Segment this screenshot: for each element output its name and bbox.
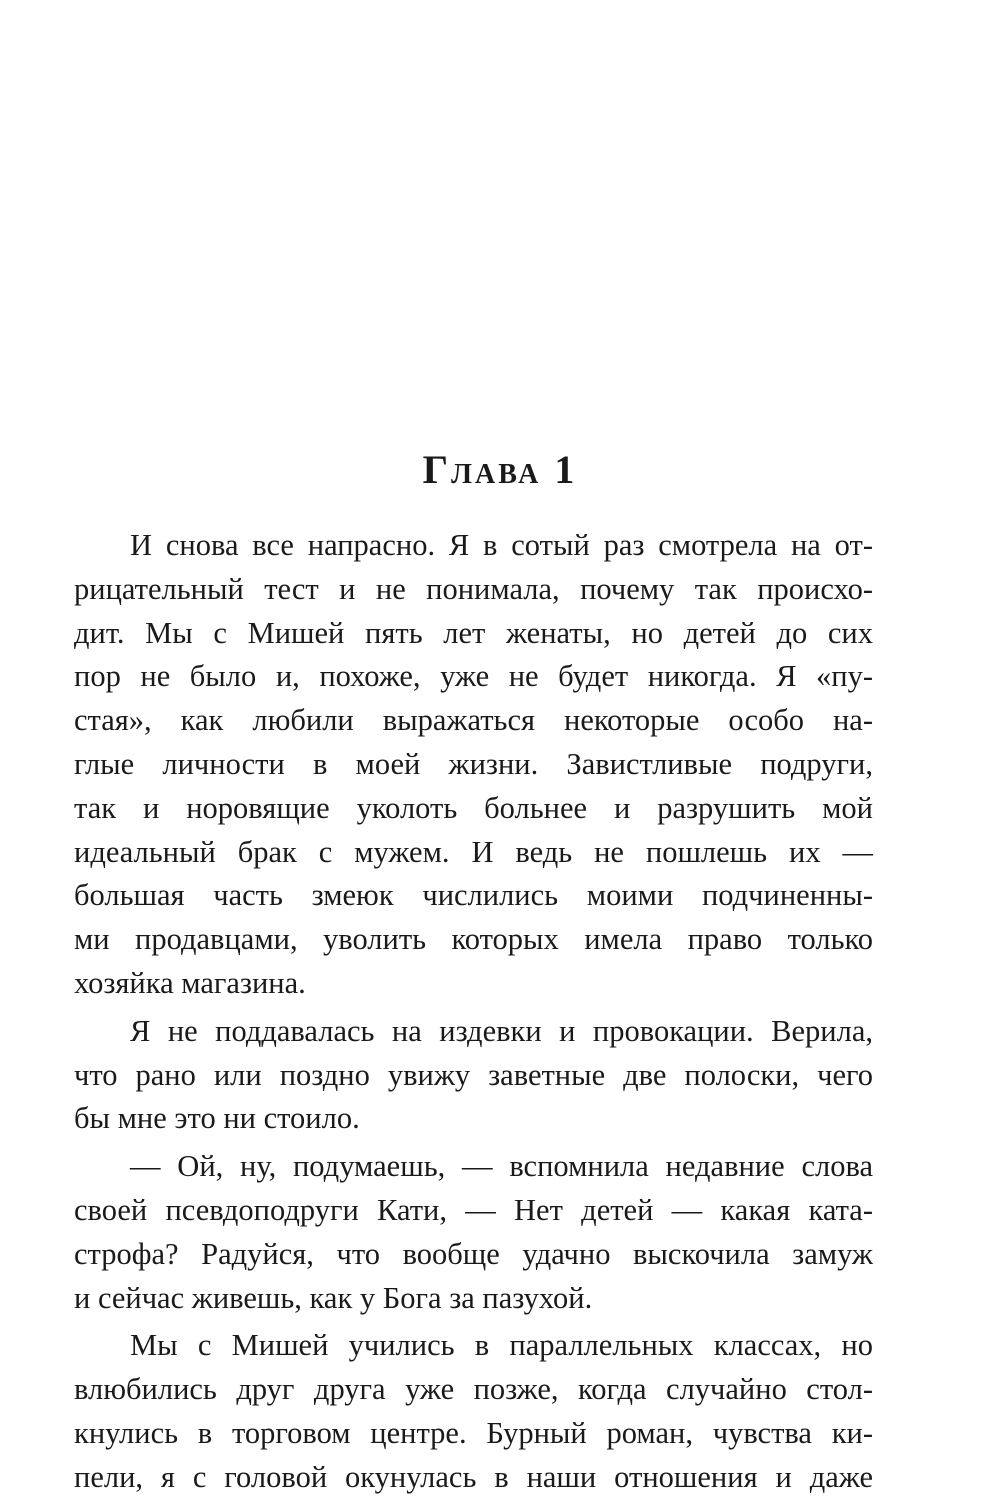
text-line: рицательный тест и не понимала, почему так происхо- [74,571,873,606]
text-line: строфа? Радуйся, что вообще удачно выскочила замуж [74,1236,873,1271]
text-line: бы мне это ни стоило. [74,1101,360,1136]
text-line: пор не было и, похоже, уже не будет никогда. Я «пу- [74,659,873,694]
text-line: хозяйка магазина. [74,965,306,1000]
paragraph [74,524,873,1006]
text-line: И снова все напрасно. Я в сотый раз смотрела на от- [130,528,873,562]
text-line: кнулись в торговом центре. Бурный роман, чувства ки- [74,1415,873,1450]
text-line: Я не поддавалась на издевки и провокации. Верила, [130,1013,873,1048]
text-line: влюбились друг друга уже позже, когда случайно стол- [74,1372,873,1407]
text-line: ми продавцами, уволить которых имела право только [74,922,873,957]
chapter-title: Глава 1 [422,447,578,492]
text-line: идеальный брак с мужем. И ведь не пошлешь их — [74,834,873,869]
paragraph [74,1145,873,1320]
paragraph [74,1010,873,1141]
text-line: что рано или поздно увижу заветные две полоски, чего [74,1057,873,1092]
text-line: своей псевдоподруги Кати, — Нет детей — какая ката- [74,1192,873,1227]
text-line: большая часть змеюк числились моими подчиненны- [74,878,873,913]
text-line: — Ой, ну, подумаешь, — вспомнила недавние слова [130,1149,873,1184]
text-line: дит. Мы с Мишей пять лет женаты, но детей до сих [74,615,873,650]
text-line: глые личности в моей жизни. Завистливые подруги, [74,746,873,781]
chapter-body [74,524,873,1500]
text-line: и сейчас живешь, как у Бога за пазухой. [74,1280,593,1315]
text-line: пели, я с головой окунулась в наши отношения и даже [74,1459,873,1494]
text-line: Мы с Мишей учились в параллельных классах, но [130,1328,873,1363]
paragraph [74,1324,873,1499]
text-line: так и норовящие уколоть больнее и разрушить мой [74,790,873,825]
text-line: стая», как любили выражаться некоторые особо на- [74,703,873,738]
